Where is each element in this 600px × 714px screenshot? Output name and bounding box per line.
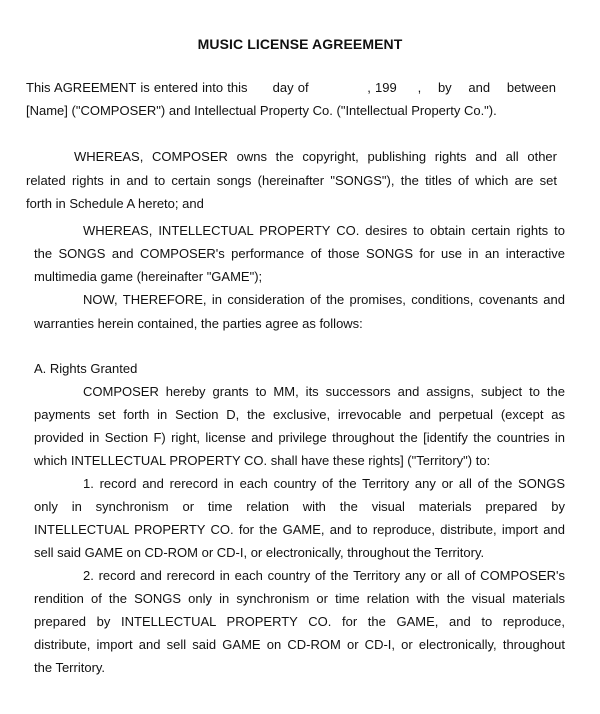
item-2-line-1: 2. record and rerecord in each country of the Territory any or all of COMPOSER's xyxy=(83,568,565,583)
whereas-1-line-1: WHEREAS, COMPOSER owns the copyright, publishing rights and all other xyxy=(74,149,557,164)
now-therefore-line-1: NOW, THEREFORE, in consideration of the promises, conditions, covenants and xyxy=(83,292,565,307)
intro-line-2: [Name] ("COMPOSER") and Intellectual Property Co. ("Intellectual Property Co."). xyxy=(26,103,497,118)
section-heading-rights-granted: A. Rights Granted xyxy=(34,361,138,376)
item-2-line-4: distribute, import and sell said GAME on CD-ROM or CD-I, or electronically, throughout xyxy=(34,637,565,652)
item-2-line-5: the Territory. xyxy=(34,660,106,675)
item-1-line-2: only in synchronism or time relation with the visual materials prepared by xyxy=(34,499,565,514)
whereas-1-line-3: forth in Schedule A hereto; and xyxy=(26,196,204,211)
rights-line-1: COMPOSER hereby grants to MM, its successors and assigns, subject to the xyxy=(83,384,565,399)
item-2-line-3: prepared by INTELLECTUAL PROPERTY CO. for the GAME, and to reproduce, xyxy=(34,614,565,629)
item-2-line-2: rendition of the SONGS only in synchronism or time relation with the visual materials xyxy=(34,591,565,606)
document-title: MUSIC LICENSE AGREEMENT xyxy=(197,36,403,52)
whereas-1-line-2: related rights in and to certain songs (hereinafter "SONGS"), the titles of which are set xyxy=(26,173,557,188)
whereas-2-line-2: the SONGS and COMPOSER's performance of those SONGS for use in an interactive xyxy=(34,246,565,261)
rights-line-3: provided in Section F) right, license and privilege throughout the [identify the countries in xyxy=(34,430,565,445)
item-1-line-3: INTELLECTUAL PROPERTY CO. for the GAME, and to reproduce, distribute, import and xyxy=(34,522,565,537)
intro-line-1: This AGREEMENT is entered into this day of , 199 , by and between xyxy=(26,80,556,95)
item-1-line-4: sell said GAME on CD-ROM or CD-I, or electronically, throughout the Territory. xyxy=(34,545,485,560)
whereas-2-line-3: multimedia game (hereinafter "GAME"); xyxy=(34,269,263,284)
now-therefore-line-2: warranties herein contained, the parties agree as follows: xyxy=(34,316,363,331)
rights-line-4: which INTELLECTUAL PROPERTY CO. shall have these rights] ("Territory") to: xyxy=(34,453,491,468)
whereas-2-line-1: WHEREAS, INTELLECTUAL PROPERTY CO. desires to obtain certain rights to xyxy=(83,223,565,238)
item-1-line-1: 1. record and rerecord in each country of the Territory any or all of the SONGS xyxy=(83,476,565,491)
rights-line-2: payments set forth in Section D, the exclusive, irrevocable and perpetual (except as xyxy=(34,407,565,422)
